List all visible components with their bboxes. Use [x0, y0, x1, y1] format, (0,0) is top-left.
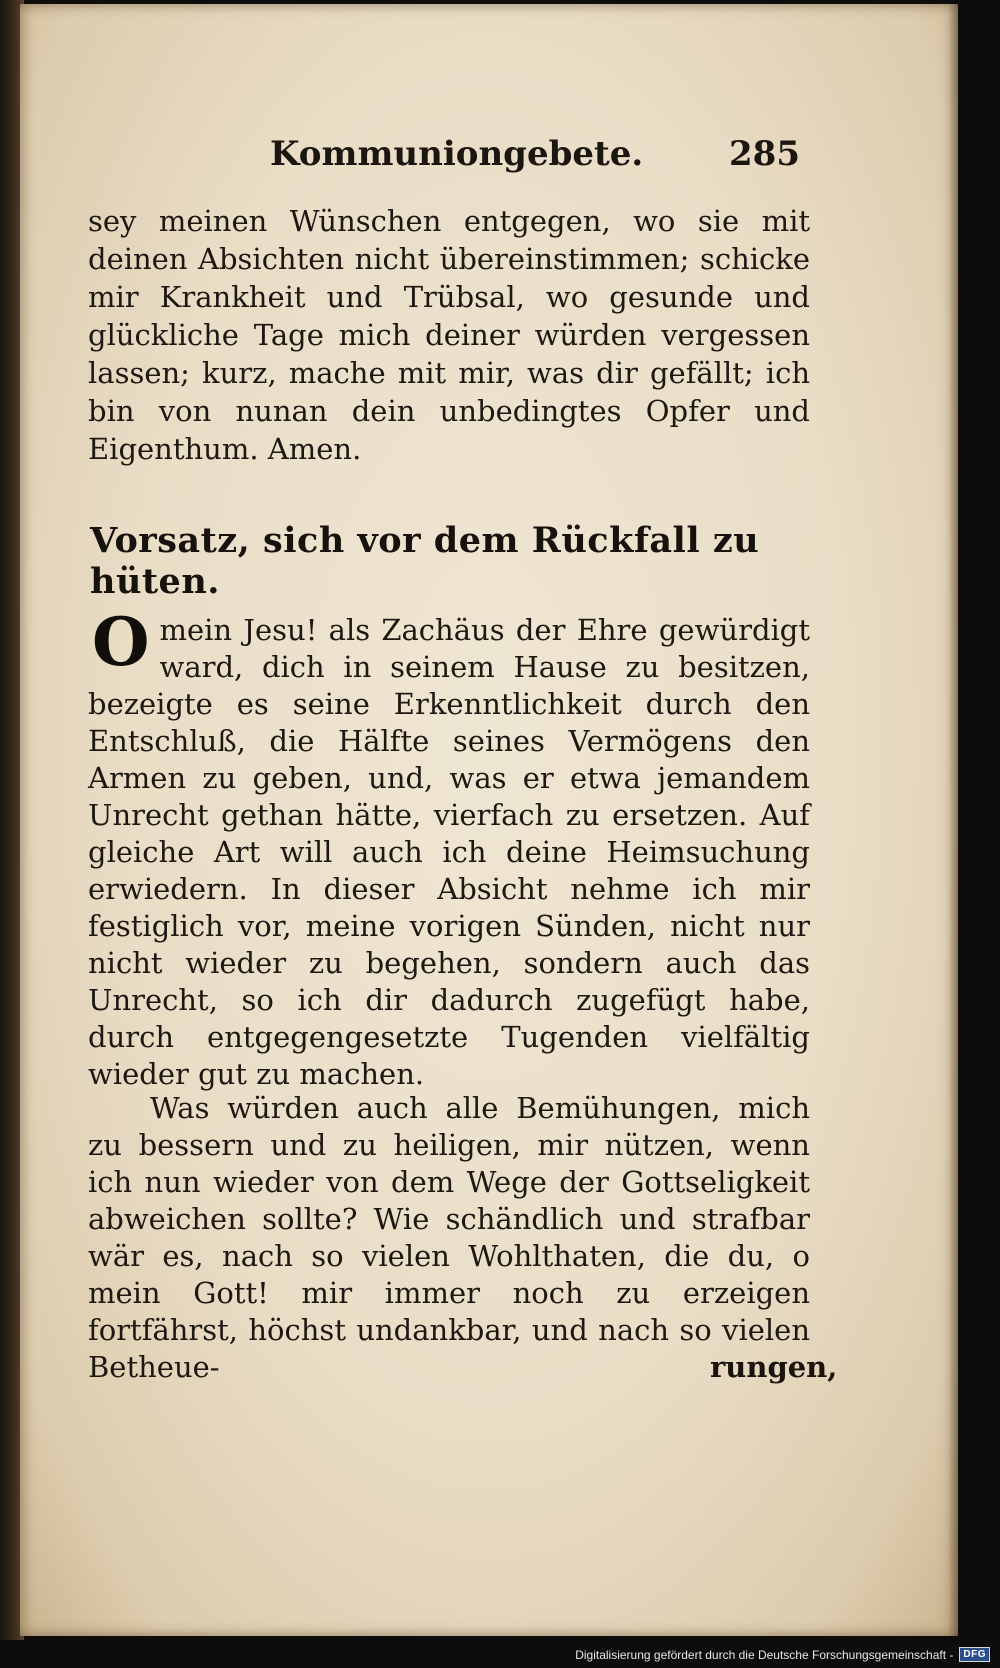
paragraph-prayer-end: sey meinen Wünschen entgegen, wo sie mit deinen Absichten nicht übereinstimmen; schicke mir Krankheit und Trübsal, wo gesunde und glückliche Tage mich deiner würden vergessen lassen; kurz, mache mit mir, was dir gefällt; ich bin von nunan dein unbedingtes Opfer und Eigenthum. Amen.	[88, 204, 810, 466]
running-head	[270, 134, 800, 184]
running-title: Kommuniongebete.	[270, 134, 644, 174]
dfg-logo-icon: DFG	[959, 1647, 990, 1662]
catchword: rungen,	[710, 1350, 838, 1384]
section-heading: Vorsatz, sich vor dem Rückfall zu hüten.	[90, 520, 760, 602]
page-edge-shadow	[948, 4, 958, 1636]
funding-credit	[575, 1647, 990, 1662]
paragraph-resolution	[88, 603, 810, 1093]
paragraph-resolution-text: mein Jesu! als Zachäus der Ehre gewürdigt ward, dich in seinem Hause zu besitzen, bezeigte es seine Erkenntlichkeit durch den Entschluß, die Hälfte seines Vermögens den Armen zu geben, und, was er etwa jemandem Unrecht gethan hätte, vierfach zu ersetzen. Auf gleiche Art will auch ich deine Heimsuchung erwiedern. In dieser Absicht nehme ich mir festiglich vor, meine vorigen Sünden, nicht nur nicht wieder zu begehen, sondern auch das Unrecht, so ich dir dadurch zugefügt habe, durch entgegengesetzte Tugenden vielfältig wieder gut zu machen.	[88, 613, 810, 1091]
page-number: 285	[729, 134, 800, 174]
book-page	[20, 4, 958, 1636]
footer-bar	[0, 1640, 1000, 1668]
paragraph-reflection: Was würden auch alle Bemühungen, mich zu bessern und zu heiligen, mir nützen, wenn ich nun wieder von dem Wege der Gottseligkeit abweichen sollte? Wie schändlich und strafbar wär es, nach so vielen Wohlthaten, die du, o mein Gott! mir immer noch zu erzeigen fortfährst, höchst undankbar, und nach so vielen Betheue-	[88, 1091, 810, 1384]
funding-credit-text: Digitalisierung gefördert durch die Deutsche Forschungsgemeinschaft -	[575, 1647, 954, 1662]
drop-cap-initial: O	[92, 603, 150, 681]
